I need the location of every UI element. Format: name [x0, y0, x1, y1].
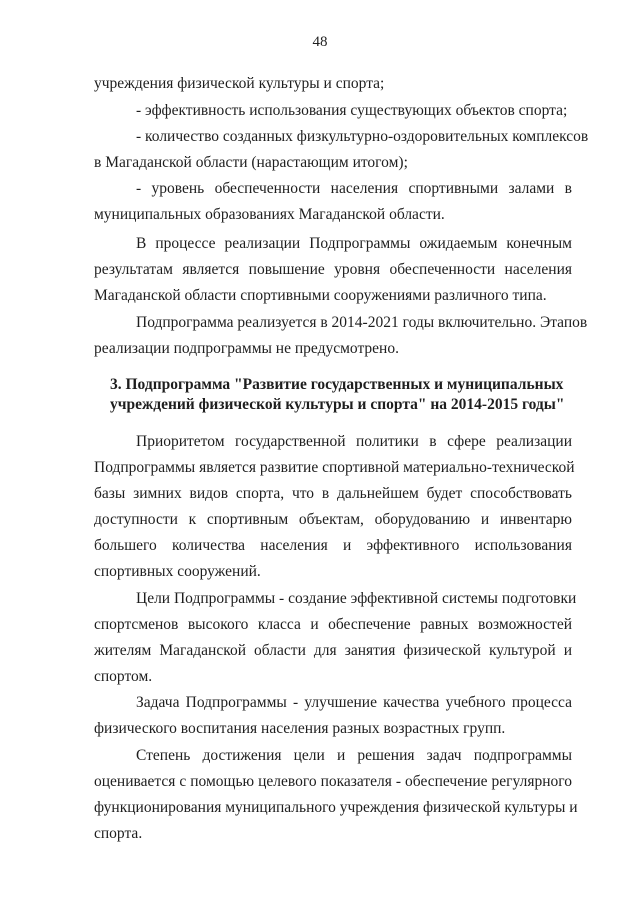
- text-line: Задача Подпрограммы - улучшение качества учебного процесса: [136, 694, 572, 711]
- text-line: физического воспитания населения разных возрастных групп.: [94, 720, 506, 737]
- text-line: - уровень обеспеченности населения спортивными залами в: [136, 180, 572, 197]
- text-line: результатам является повышение уровня обеспеченности населения: [94, 261, 572, 278]
- text-line: в Магаданской области (нарастающим итогом);: [94, 154, 408, 171]
- text-line: - эффективность использования существующих объектов спорта;: [136, 102, 568, 119]
- text-line: большего количества населения и эффективного использования: [94, 537, 572, 554]
- text-line: учреждения физической культуры и спорта;: [94, 75, 385, 92]
- text-line: функционирования муниципального учреждения физической культуры и: [94, 799, 578, 816]
- text-line: Цели Подпрограммы - создание эффективной системы подготовки: [136, 590, 577, 607]
- section-heading: учреждений физической культуры и спорта" на 2014-2015 годы": [110, 396, 565, 413]
- text-line: Магаданской области спортивными сооружениями различного типа.: [94, 287, 547, 304]
- page-number: 48: [312, 34, 328, 50]
- text-line: доступности к спортивным объектам, оборудованию и инвентарю: [94, 511, 572, 528]
- text-line: Подпрограммы является развитие спортивной материально-технической: [94, 459, 575, 476]
- text-line: В процессе реализации Подпрограммы ожидаемым конечным: [136, 235, 572, 252]
- text-line: спорта.: [94, 825, 143, 842]
- text-line: оценивается с помощью целевого показателя - обеспечение регулярного: [94, 773, 572, 790]
- text-line: Приоритетом государственной политики в сфере реализации: [136, 433, 572, 450]
- text-line: спортсменов высокого класса и обеспечение равных возможностей: [94, 616, 572, 633]
- text-line: Степень достижения цели и решения задач подпрограммы: [136, 747, 572, 764]
- text-line: Подпрограмма реализуется в 2014-2021 годы включительно. Этапов: [136, 314, 588, 331]
- text-line: реализации подпрограммы не предусмотрено.: [94, 340, 399, 357]
- text-line: спортом.: [94, 668, 153, 685]
- text-line: спортивных сооружений.: [94, 563, 261, 580]
- text-line: муниципальных образованиях Магаданской области.: [94, 206, 445, 223]
- text-line: жителям Магаданской области для занятия физической культурой и: [94, 642, 572, 659]
- text-line: базы зимних видов спорта, что в дальнейшем будет способствовать: [94, 485, 572, 502]
- section-heading: 3. Подпрограмма "Развитие государственных и муниципальных: [110, 376, 564, 393]
- text-line: - количество созданных физкультурно-оздоровительных комплексов: [136, 128, 589, 145]
